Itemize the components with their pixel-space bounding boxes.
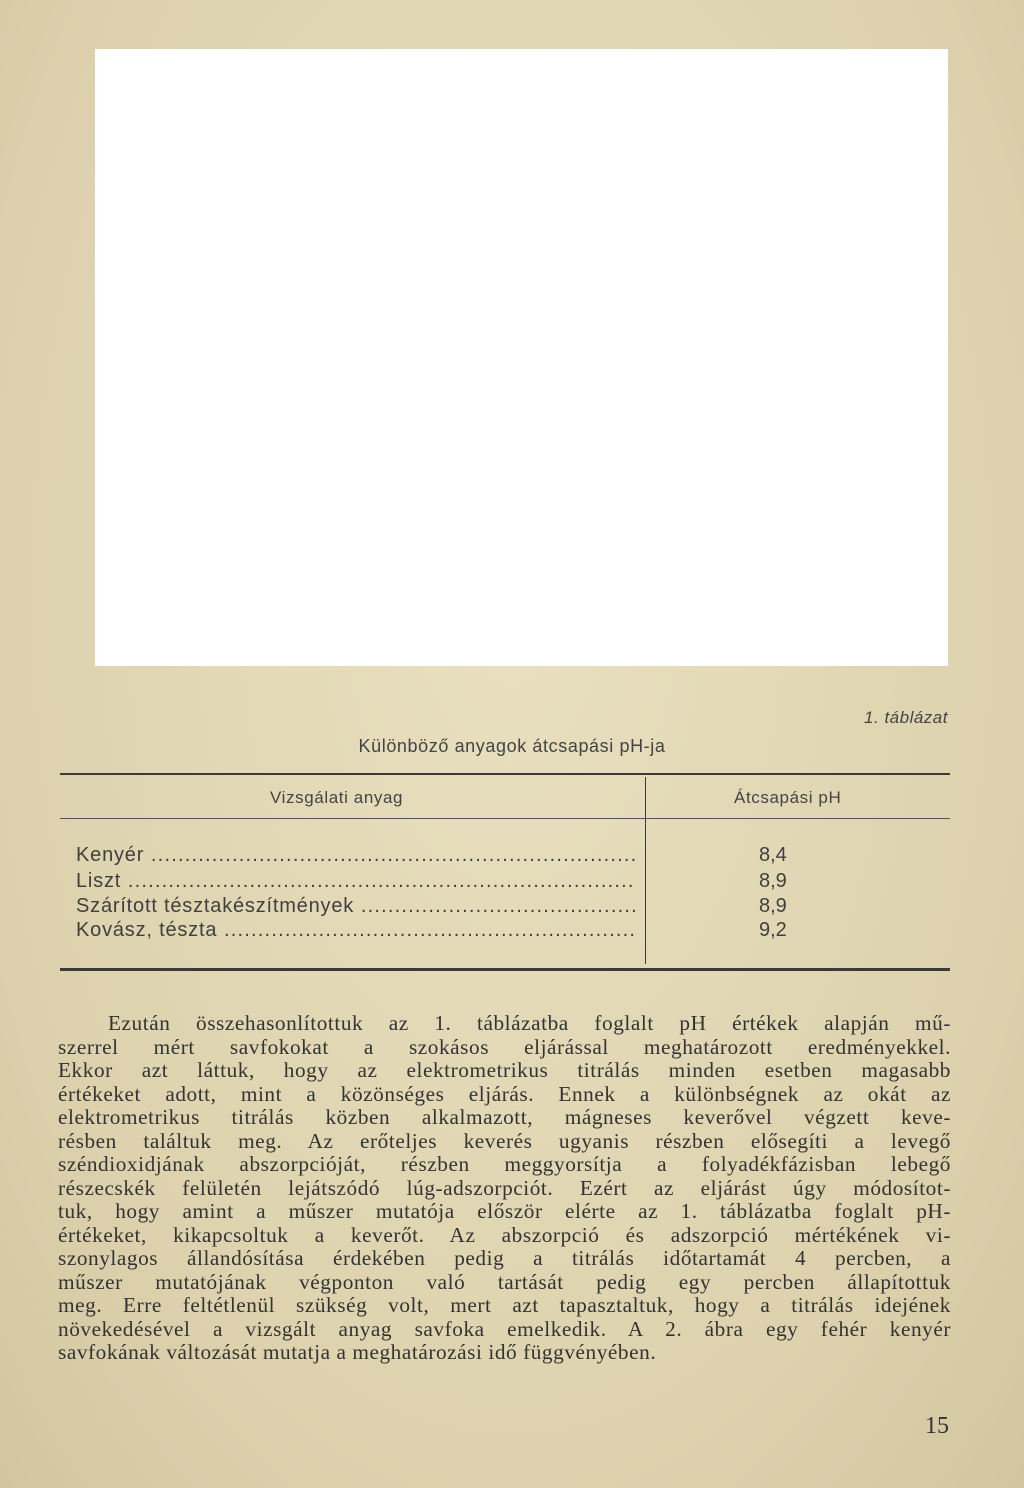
text-line: meg. Erre feltétlenül szükség volt, mert azt tapasztaltuk, hogy a titrálás idejének xyxy=(58,1293,951,1317)
figure-image-area xyxy=(95,49,948,666)
row-name: Szárított tésztakészítmények ..... xyxy=(76,895,636,918)
body-paragraph xyxy=(58,1012,951,1365)
text-line: savfokának változását mutatja a meghatározási idő függvényében. xyxy=(58,1340,657,1364)
row-name: Kenyér ..... xyxy=(76,844,636,867)
text-line: Ezután összehasonlítottuk az 1. táblázatba foglalt pH értékek alapján mű- xyxy=(108,1011,951,1035)
text-line: tuk, hogy amint a műszer mutatója először elérte az 1. táblázatba foglalt pH- xyxy=(58,1199,951,1223)
table-number-label: 1. táblázat xyxy=(864,708,948,727)
text-line: értékeket adott, mint a közönséges eljárás. Ennek a különbségnek az okát az xyxy=(58,1081,951,1106)
header-ph: Átcsapási pH xyxy=(734,788,842,807)
table-row xyxy=(76,870,946,896)
page-number: 15 xyxy=(925,1413,949,1439)
row-name: Kovász, tészta ..... xyxy=(76,919,636,942)
text-line: elektrometrikus titrálás közben alkalmazott, mágneses keverővel végzett keve- xyxy=(58,1105,951,1129)
row-name: Liszt ..... xyxy=(76,870,636,893)
row-value: 8,9 xyxy=(759,895,787,917)
text-line: szerrel mért savfokokat a szokásos eljárással meghatározott eredményekkel. xyxy=(58,1034,951,1059)
table-row xyxy=(76,919,946,945)
text-line: műszer mutatójának végponton való tartását pedig egy percben állapítottuk xyxy=(58,1269,951,1294)
table-row xyxy=(76,895,946,921)
text-line: széndioxidjának abszorpcióját, részben meggyorsítja a folyadékfázisban lebegő xyxy=(58,1152,951,1176)
header-material: Vizsgálati anyag xyxy=(270,788,404,807)
table-caption: Különböző anyagok átcsapási pH-ja xyxy=(358,736,666,756)
text-line: résben találtuk meg. Az erőteljes keverés ugyanis részben elősegíti a levegő xyxy=(58,1128,951,1153)
table-row xyxy=(76,844,946,870)
text-line: értékeket, kikapcsoltuk a keverőt. Az abszorpció és adszorpció mértékének vi- xyxy=(58,1222,951,1247)
text-line: részecskék felületén lejátszódó lúg-adszorpciót. Ezért az eljárást úgy módosítot- xyxy=(58,1175,951,1200)
row-value: 8,9 xyxy=(759,870,787,892)
row-value: 9,2 xyxy=(759,919,787,941)
header-rule xyxy=(60,818,950,819)
ph-table xyxy=(60,773,950,971)
row-value: 8,4 xyxy=(759,844,787,866)
text-line: növekedésével a vizsgált anyag savfoka emelkedik. A 2. ábra egy fehér kenyér xyxy=(58,1316,951,1341)
text-line: Ekkor azt láttuk, hogy az elektrometrikus titrálás minden esetben magasabb xyxy=(58,1058,951,1082)
text-line: szonylagos állandósítása érdekében pedig a titrálás időtartamát 4 percben, a xyxy=(58,1246,951,1270)
